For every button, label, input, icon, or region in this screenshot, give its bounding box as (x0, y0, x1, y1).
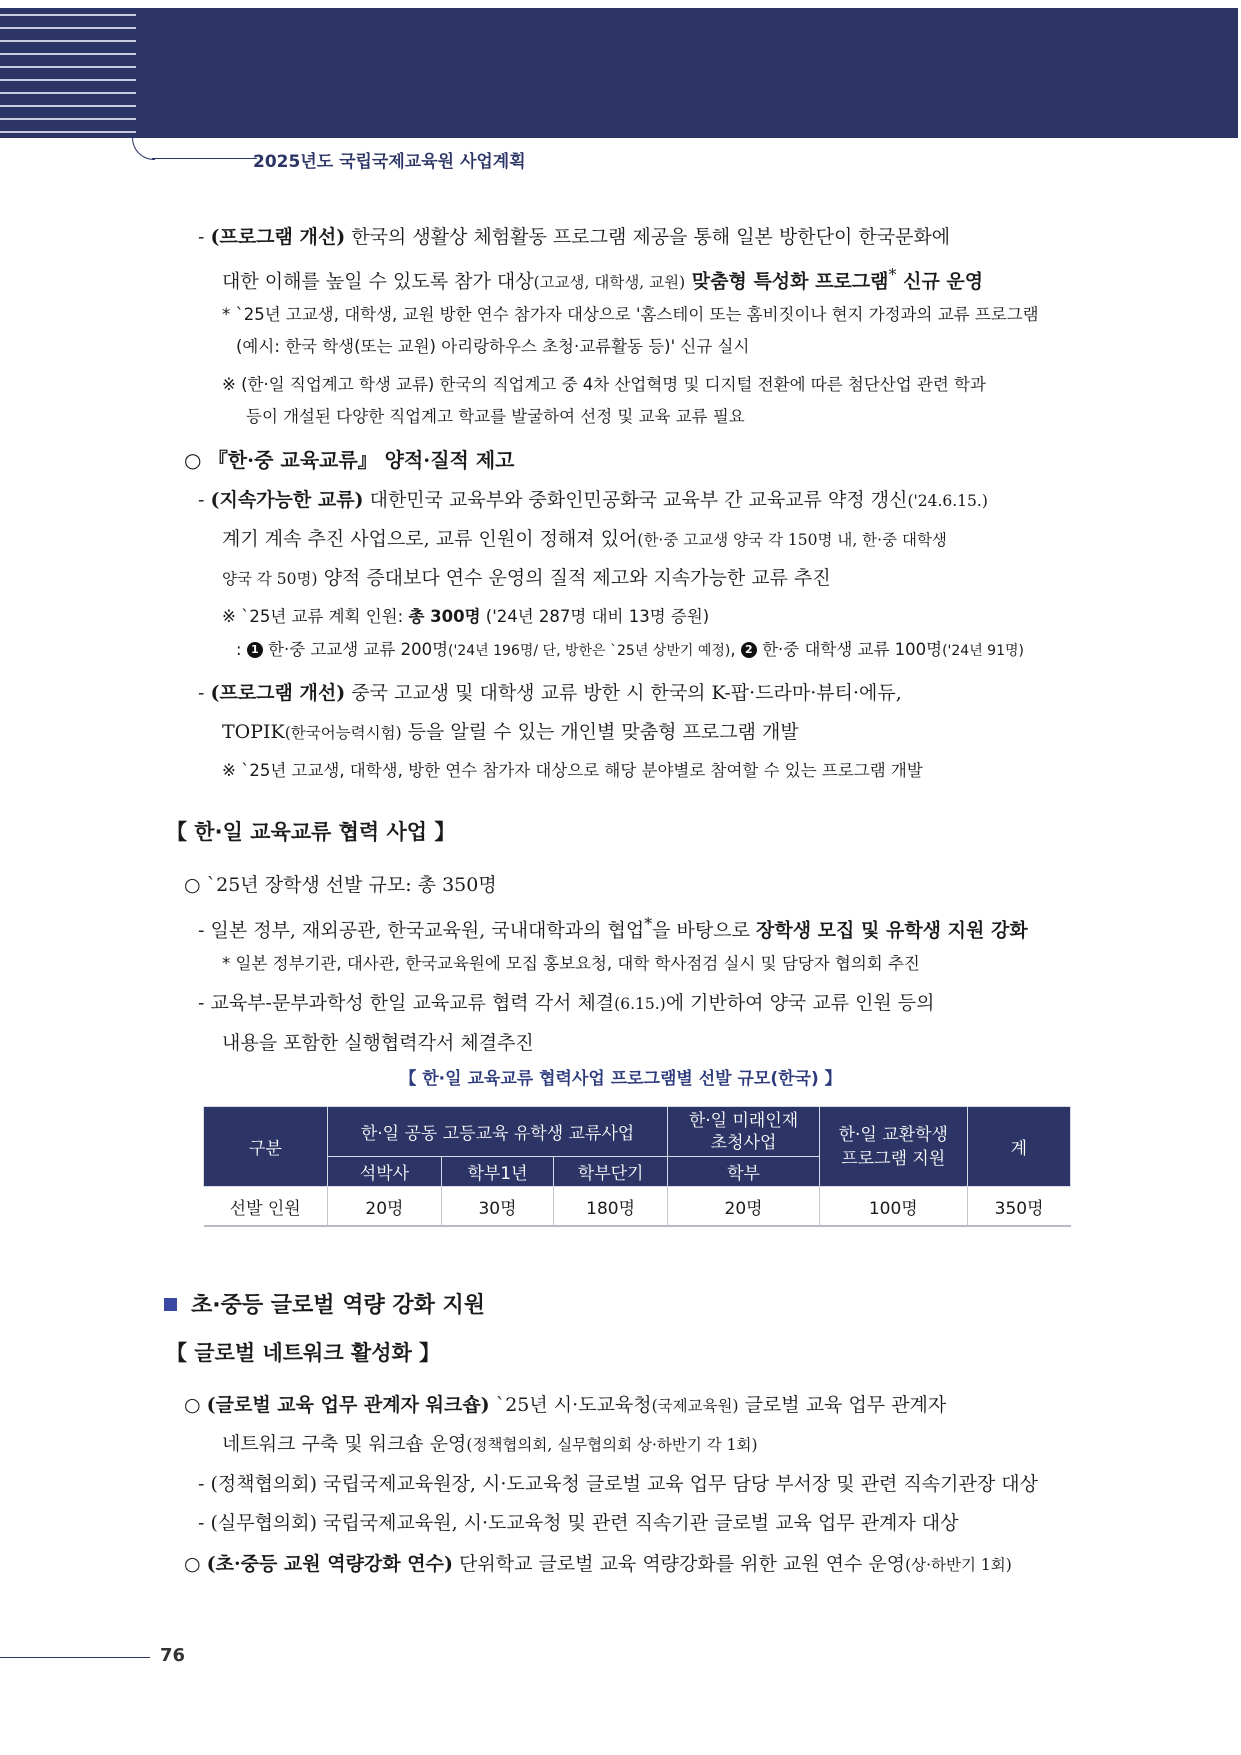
cell-future-talent: 20명 (668, 1187, 820, 1227)
mou-line-2: 내용을 포함한 실행협력각서 체결추진 (222, 1032, 534, 1054)
cell-exchange-student: 100명 (819, 1187, 967, 1227)
recruitment-line: - 일본 정부, 재외공관, 한국교육원, 국내대학과의 협업*을 바탕으로 장학생 모집 및 유학생 지원 강화 (198, 914, 1028, 942)
note-vocational-exchange: ※ (한·일 직업계고 학생 교류) 한국의 직업계고 중 4차 산업혁명 및 디지털 전환에 따른 첨단산업 관련 학과 (222, 375, 986, 394)
subheader-undergrad-short: 학부단기 (554, 1157, 668, 1187)
working-council-line: - (실무협의회) 국립국제교육원, 시·도교육청 및 관련 직속기관 글로벌 교육 업무 관계자 대상 (198, 1512, 959, 1534)
header-future-talent: 한·일 미래인재 초청사업 (668, 1107, 820, 1157)
mou-line: - 교육부-문부과학성 한일 교육교류 협력 각서 체결(6.15.)에 기반하여 양국 교류 인원 등의 (198, 992, 935, 1014)
china-program-improvement-line: - (프로그램 개선) 중국 고교생 및 대학생 교류 방한 시 한국의 K-팝·드라마·뷰티·에듀, (198, 682, 902, 704)
korea-japan-heading: 【 한·일 교육교류 협력 사업 】 (166, 820, 456, 844)
header-total: 계 (967, 1107, 1070, 1187)
policy-council-line: - (정책협의회) 국립국제교육원장, 시·도교육청 글로벌 교육 업무 담당 부서장 및 관련 직속기관장 대상 (198, 1473, 1038, 1495)
header-joint-higher-ed: 한·일 공동 고등교육 유학생 교류사업 (327, 1107, 667, 1157)
sustainable-exchange-line-3: 양국 각 50명) 양적 증대보다 연수 운영의 질적 제고와 지속가능한 교류 추진 (222, 567, 831, 589)
cell-undergrad-short: 180명 (554, 1187, 668, 1227)
header-banner (0, 8, 1238, 138)
cell-undergrad-1yr: 30명 (441, 1187, 553, 1227)
subheader-undergrad-1yr: 학부1년 (441, 1157, 553, 1187)
program-improvement-line-2: 대한 이해를 높일 수 있도록 참가 대상(고교생, 대학생, 교원) 맞춤형 특성화 프로그램* 신규 운영 (222, 265, 984, 293)
workshop-line-2: 네트워크 구축 및 워크숍 운영(정책협의회, 실무협의회 상·하반기 각 1회) (222, 1433, 758, 1455)
selection-scale-table (203, 1106, 1071, 1227)
scholarship-scale-line: ○ `25년 장학생 선발 규모: 총 350명 (184, 874, 497, 896)
header-exchange-student: 한·일 교환학생 프로그램 지원 (819, 1107, 967, 1187)
cell-masters-phd: 20명 (327, 1187, 441, 1227)
global-network-subheading: 【 글로벌 네트워크 활성화 】 (166, 1341, 441, 1365)
footer-rule (0, 1657, 150, 1658)
footnote-homestay-2: (예시: 한국 학생(또는 교원) 아리랑하우스 초청·교류활동 등)' 신규 실시 (236, 337, 750, 356)
document-title: 2025년도 국립국제교육원 사업계획 (253, 152, 526, 172)
note-vocational-exchange-2: 등이 개설된 다양한 직업계고 학교를 발굴하여 선정 및 교육 교류 필요 (246, 407, 745, 426)
teacher-training-line: ○ (초·중등 교원 역량강화 연수) 단위학교 글로벌 교육 역량강화를 위한 교원 연수 운영(상·하반기 1회) (184, 1553, 1012, 1575)
row-label: 선발 인원 (204, 1187, 328, 1227)
header-curve (132, 135, 155, 160)
subheader-masters-phd: 석박사 (327, 1157, 441, 1187)
page-number: 76 (160, 1645, 186, 1666)
header-gubun: 구분 (204, 1107, 328, 1187)
sustainable-exchange-line: - (지속가능한 교류) 대한민국 교육부와 중화인민공화국 교육부 간 교육교류 약정 갱신('24.6.15.) (198, 489, 988, 511)
cell-total: 350명 (967, 1187, 1070, 1227)
sustainable-exchange-line-2: 계기 계속 추진 사업으로, 교류 인원이 정해져 있어(한·중 고교생 양국 각 150명 내, 한·중 대학생 (222, 528, 947, 550)
table-caption: 【 한·일 교육교류 협력사업 프로그램별 선발 규모(한국) 】 (399, 1069, 842, 1089)
header-stripes (0, 14, 136, 134)
table-row (204, 1187, 1071, 1227)
square-bullet-icon (164, 1298, 177, 1311)
footnote-recruitment: * 일본 정부기관, 대사관, 한국교육원에 모집 홍보요청, 대학 학사점검 실시 및 담당자 협의회 추진 (222, 954, 920, 973)
note-exchange-breakdown: : 1 한·중 고교생 교류 200명('24년 196명/ 단, 방한은 `25년 상반기 예정), 2 한·중 대학생 교류 100명('24년 91명) (236, 640, 1024, 659)
header-rule (152, 158, 257, 159)
subheader-undergrad: 학부 (668, 1157, 820, 1187)
footnote-homestay: * `25년 고교생, 대학생, 교원 방한 연수 참가자 대상으로 '홈스테이 또는 홈비짓이나 현지 가정과의 교류 프로그램 (222, 305, 1039, 324)
korea-china-heading: ○ 『한·중 교육교류』 양적·질적 제고 (184, 448, 515, 472)
global-competency-heading: 초·중등 글로벌 역량 강화 지원 (164, 1293, 485, 1319)
workshop-line: ○ (글로벌 교육 업무 관계자 워크숍) `25년 시·도교육청(국제교육원) 글로벌 교육 업무 관계자 (184, 1394, 947, 1416)
program-improvement-line: - (프로그램 개선) 한국의 생활상 체험활동 프로그램 제공을 통해 일본 방한단이 한국문화에 (198, 226, 951, 248)
china-program-improvement-line-2: TOPIK(한국어능력시험) 등을 알릴 수 있는 개인별 맞춤형 프로그램 개발 (222, 721, 799, 743)
note-exchange-plan: ※ `25년 교류 계획 인원: 총 300명 ('24년 287명 대비 13명 증원) (222, 607, 710, 626)
note-china-program: ※ `25년 고교생, 대학생, 방한 연수 참가자 대상으로 해당 분야별로 참여할 수 있는 프로그램 개발 (222, 761, 923, 780)
